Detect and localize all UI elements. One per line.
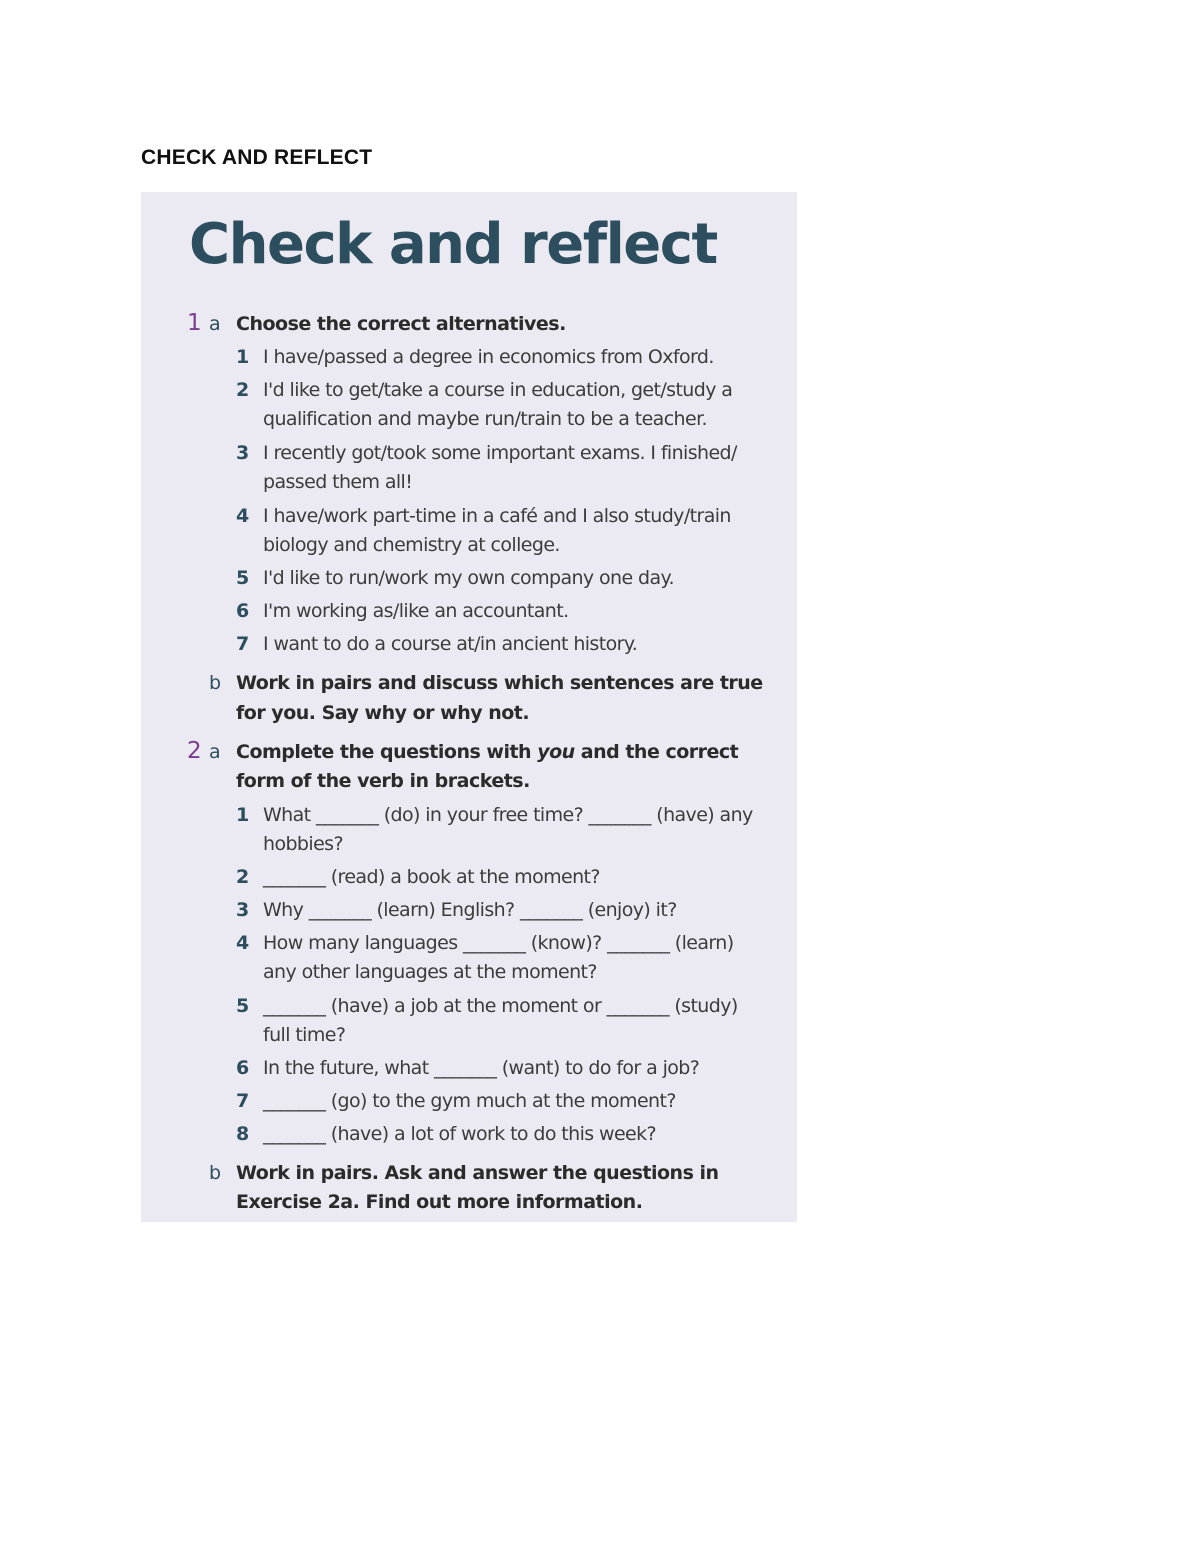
- ex2-item-number: 6: [236, 1057, 250, 1079]
- ex1-item-number: 4: [236, 505, 250, 527]
- ex1-item-number: 1: [236, 346, 250, 368]
- ex2-item-number: 5: [236, 995, 250, 1017]
- panel-title: Check and reflect: [189, 212, 717, 277]
- exercise-1b-instruction-cont: for you. Say why or why not.: [236, 702, 530, 724]
- ex1-item-number: 2: [236, 379, 250, 401]
- ex1-item-7: I want to do a course at/in ancient history.: [263, 633, 638, 655]
- ex2-item-number: 1: [236, 804, 250, 826]
- exercise-2b-instruction-cont: Exercise 2a. Find out more information.: [236, 1191, 643, 1213]
- ex1-item-2: I'd like to get/take a course in education, get/study a: [263, 379, 733, 401]
- ex2-item-7: _______ (go) to the gym much at the moment?: [263, 1090, 676, 1112]
- exercise-2a-letter: a: [209, 741, 221, 763]
- exercise-1b-letter: b: [209, 672, 222, 694]
- document-heading: CHECK AND REFLECT: [141, 146, 373, 169]
- ex2-item-number: 3: [236, 899, 250, 921]
- ex2-item-number: 7: [236, 1090, 250, 1112]
- ex2-item-number: 2: [236, 866, 250, 888]
- ex1-item-5: I'd like to run/work my own company one day.: [263, 567, 674, 589]
- exercise-1a-letter: a: [209, 313, 221, 335]
- ex2-item-1-cont: hobbies?: [263, 833, 343, 855]
- exercise-1b-instruction: Work in pairs and discuss which sentences are true: [236, 672, 763, 694]
- exercise-2b-letter: b: [209, 1162, 222, 1184]
- ex1-item-2-cont: qualification and maybe run/train to be a teacher.: [263, 408, 707, 430]
- ex2-item-3: Why _______ (learn) English? _______ (enjoy) it?: [263, 899, 677, 921]
- exercise-1a-instruction: Choose the correct alternatives.: [236, 313, 566, 335]
- ex1-item-3-cont: passed them all!: [263, 471, 413, 493]
- exercise-2-number: 2: [187, 738, 202, 764]
- ex1-item-number: 7: [236, 633, 250, 655]
- exercise-2b-instruction: Work in pairs. Ask and answer the questions in: [236, 1162, 719, 1184]
- ex1-item-1: I have/passed a degree in economics from Oxford.: [263, 346, 714, 368]
- ex1-item-3: I recently got/took some important exams. I finished/: [263, 442, 737, 464]
- ex2-item-2: _______ (read) a book at the moment?: [263, 866, 600, 888]
- ex2-item-6: In the future, what _______ (want) to do for a job?: [263, 1057, 700, 1079]
- ex2-item-5-cont: full time?: [263, 1024, 346, 1046]
- ex1-item-6: I'm working as/like an accountant.: [263, 600, 569, 622]
- ex2-item-number: 4: [236, 932, 250, 954]
- ex2-item-4-cont: any other languages at the moment?: [263, 961, 597, 983]
- exercise-2a-instruction: Complete the questions with you and the correct: [236, 741, 739, 763]
- ex1-item-number: 6: [236, 600, 250, 622]
- ex2-item-number: 8: [236, 1123, 250, 1145]
- ex1-item-4-cont: biology and chemistry at college.: [263, 534, 560, 556]
- ex2-item-1: What _______ (do) in your free time? _______ (have) any: [263, 804, 753, 826]
- ex1-item-number: 5: [236, 567, 250, 589]
- ex2-item-5: _______ (have) a job at the moment or _______ (study): [263, 995, 738, 1017]
- exercise-1-number: 1: [187, 310, 202, 336]
- exercise-2a-instruction-cont: form of the verb in brackets.: [236, 770, 530, 792]
- check-and-reflect-panel: [141, 192, 797, 1222]
- ex1-item-4: I have/work part-time in a café and I also study/train: [263, 505, 731, 527]
- ex2-item-4: How many languages _______ (know)? _______ (learn): [263, 932, 734, 954]
- ex2-item-8: _______ (have) a lot of work to do this week?: [263, 1123, 657, 1145]
- ex1-item-number: 3: [236, 442, 250, 464]
